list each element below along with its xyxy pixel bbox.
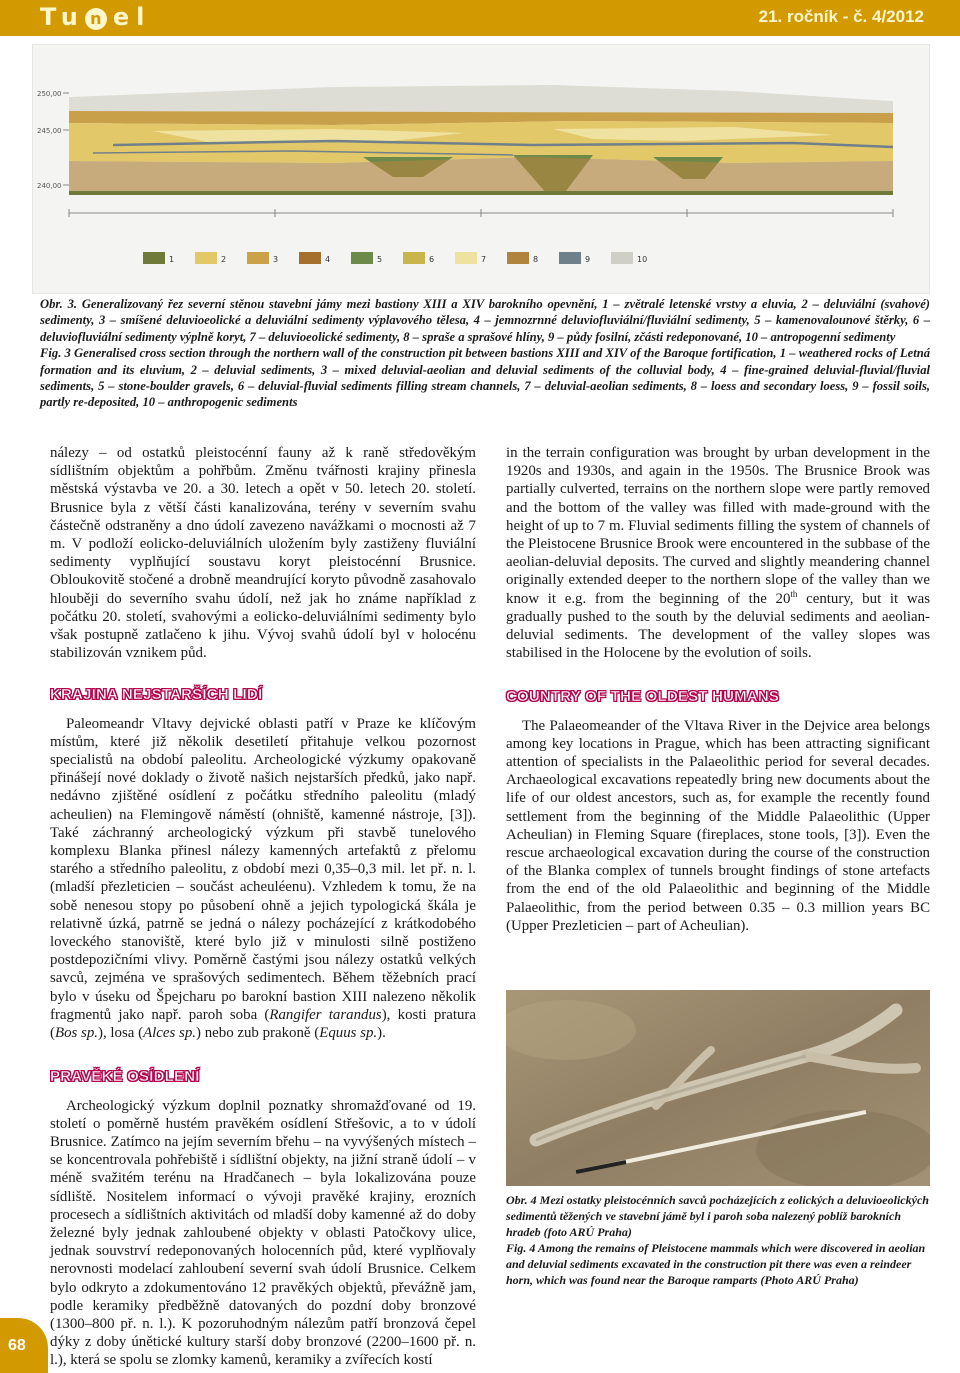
depth-label-1: 250,00 bbox=[37, 90, 62, 98]
heading-krajina: KRAJINA NEJSTARŠÍCH LIDÍ bbox=[50, 686, 263, 704]
depth-label-3: 240,00 bbox=[37, 182, 62, 190]
left-column bbox=[50, 444, 476, 1370]
issue-label: 21. ročník - č. 4/2012 bbox=[758, 7, 924, 26]
heading-country: COUNTRY OF THE OLDEST HUMANS bbox=[506, 688, 780, 706]
left-intro-paragraph: nálezy – od ostatků pleistocénní fauny až k raně středověkým sídlištním objektům a pohřbům. Změnu tvářnosti krajiny přinesla městská výstavba ve 20. a 30. letech a opět v 50. letech 20. století. Brusnice byla z větší části kanalizována, terény v severním svahu částečně odstraněny a dno údolí zavezeno navážkami o mocnosti až 7 m. V podloží eolicko-deluviálních uložením byly zastiženy fluviální sedimenty vyplňující soustavu koryt pleistocénní Brusnice. Obloukovitě stočené a drobně meandrující koryto původně zasahovalo hlouběji do severního svahu údolí, než jak ho známe například z počátku 20. století, svahovými a eolicko-deluviálními sedimenty bylo však postupně zatlačeno k jihu. Vývoj svahů údolí byl v holocénu stabilizován vznikem půd. bbox=[50, 445, 476, 662]
heading-praveke: PRAVĚKÉ OSÍDLENÍ bbox=[50, 1068, 200, 1086]
legend-swatch-10 bbox=[611, 252, 633, 264]
cross-section-drawing bbox=[33, 45, 931, 295]
figure-3-cross-section bbox=[32, 44, 930, 294]
page-number-tab bbox=[0, 1318, 48, 1373]
legend-swatch-1 bbox=[143, 252, 165, 264]
legend-swatch-7 bbox=[455, 252, 477, 264]
figure-3-caption-en: Fig. 3 Generalised cross section through the northern wall of the construction pit between bastions XIII and XIV of the Baroque fortification, 1 – weathered rocks of Letná formation and its eluvium, 2 – deluvial sediments, 3 – mixed deluvial-aeolian and deluvial sediments of the colluvial body, 4 – fine-grained deluvial-fluvial/fluvial sediments, 5 – stone-boulder gravels, 6 – deluvial-fluvial sediments filling stream channels, 7 – deluvial-aeolian sediments, 8 – loess and secondary loess, 9 – fossil soils, partly re-deposited, 10 – anthropogenic sediments bbox=[40, 346, 930, 410]
legend-swatch-3 bbox=[247, 252, 269, 264]
figure-3-caption-cz: Obr. 3. Generalizovaný řez severní stěnou stavební jámy mezi bastiony XIII a XIV barokního opevnění, 1 – zvětralé letenské vrstvy a eluvia, 2 – deluviální (svahové) sedimenty, 3 – smíšené deluvioeolické a deluviální sedimenty výplavového tělesa, 4 – jemnozrnné deluviofluviální/fluviální sedimenty, 5 – kamenovalounové štěrky, 6 – deluviofluviální sedimenty výplně koryt, 7 – deluvioeolické sedimenty, 8 – spraše a sprašové hlíny, 9 – půdy fosilní, zčásti redeponované, 10 – antropogenní sedimenty bbox=[40, 297, 930, 344]
depth-label-2: 245,00 bbox=[37, 127, 62, 135]
legend-label-6: 6 bbox=[429, 255, 435, 264]
legend-swatch-5 bbox=[351, 252, 373, 264]
legend-swatch-9 bbox=[559, 252, 581, 264]
magazine-logo: Tu n el bbox=[40, 3, 152, 31]
page-number: 68 bbox=[8, 1337, 26, 1354]
legend-label-4: 4 bbox=[325, 255, 331, 264]
header-bar bbox=[0, 0, 960, 36]
legend-label-8: 8 bbox=[533, 255, 539, 264]
legend-swatch-4 bbox=[299, 252, 321, 264]
figure-3-caption bbox=[40, 296, 930, 411]
legend-label-9: 9 bbox=[585, 255, 591, 264]
figure-4-caption-cz: Obr. 4 Mezi ostatky pleistocénních savců pocházejících z eolických a deluvioeolických sedimentů těžených ve stavební jámě byl i paroh soba nalezený poblíž barokních hradeb (foto ARÚ Praha) bbox=[506, 1193, 929, 1239]
figure-4-photo-reindeer-horn bbox=[506, 990, 930, 1186]
legend-label-3: 3 bbox=[273, 255, 279, 264]
legend-swatch-2 bbox=[195, 252, 217, 264]
country-paragraph: The Palaeomeander of the Vltava River in the Dejvice area belongs among key locations in Prague, which has been attracting significant attention of specialists in the Palaeolithic period for several decades. Archaeological excavations repeatedly bring new documents about the life of our oldest ancestors, such as, for example the recently found settlement from the beginning of the Middle Palaeolithic (Upper Acheulian) in Fleming Square (fireplaces, stone tools, [3]). Even the rescue archaeological excavation during the course of the construction of the Blanka complex of tunnels brought findings of stone artefacts from the end of the old Palaeolithic and beginning of the Middle Palaeolithic, from the period between 0.35 – 0.3 million years BC (Upper Prezleticien – part of Acheulian). bbox=[506, 717, 930, 934]
figure-4-caption-en: Fig. 4 Among the remains of Pleistocene mammals which were discovered in aeolian and deluvial sediments excavated in the construction pit there was even a reindeer horn, which was found near the Baroque ramparts (Photo ARÚ Praha) bbox=[506, 1241, 926, 1287]
legend-label-10: 10 bbox=[637, 255, 648, 264]
legend-label-7: 7 bbox=[481, 255, 487, 264]
legend-label-2: 2 bbox=[221, 255, 227, 264]
praveke-paragraph: Archeologický výzkum doplnil poznatky shromažďované od 19. století o poměrně hustém pravěkém osídlení Střešovic, a to v údolí Brusnice. Zatímco na jejím severním břehu – na vyvýšených místech – se koncentrovala pohřebiště i sídlištní objekty, na jižní straně údolí – v méně svažitém terénu na Hradčanech – byla lokalizována pouze sídliště. Nositelem informací o vývoji pravěké krajiny, erozních procesech a sídlištních aktivitách od mladší doby kamenné až do doby železné byly jednak zahloubené objekty v oblasti Patočkovy ulice, jednak souvstrví redeponovaných holocenních půd, které vyplňovaly nerovnosti modelací zahloubení severní svah údolí Brusnice. Celkem bylo odkryto a zdokumentováno 12 pravěkých objektů, převážně jam, podle keramiky předběžně datovaných do pozdní doby bronzové (1300–800 př. n. l.). K pozoruhodným nálezům patří bronzová čepel dýky z doby únětické kultury starší doby bronzové (2200–1600 př. n. l.), která se spolu se zlomky kamenů, keramiky a zvířecích kostí bbox=[50, 1097, 476, 1369]
legend-swatch-8 bbox=[507, 252, 529, 264]
legend-swatch-6 bbox=[403, 252, 425, 264]
reindeer-horn-image bbox=[506, 990, 930, 1186]
right-intro-paragraph: in the terrain configuration was brought by urban development in the 1920s and 1930s, and again in the 1950s. The Brusnice Brook was partially culverted, terrains on the northern slope were partly removed and the bottom of the valley was filled with made-ground with the height of up to 7 m. Fluvial sediments filling the system of channels of the Pleistocene Brusnice Brook were encountered in the subbase of the aeolian-deluvial deposits. The curved and slightly meandering channel originally extended deeper to the northern slope of the valley than we know it e.g. from the beginning of the 20th century, but it was gradually pushed to the south by the deluvial sediments and aeolian-deluvial sediments. The development of the valley slopes was stabilised in the Holocene by the evolution of soils. bbox=[506, 445, 930, 662]
right-column bbox=[506, 444, 930, 935]
krajina-paragraph: Paleomeandr Vltavy dejvické oblasti patří v Praze ke klíčovým místům, které již několik desetiletí přitahuje velkou pozornost specialistů na období paleolitu. Archeologické výzkumy opakovaně přinášejí nové doklady o životě našich nejstarších předků, jako např. nedávno zjištěné osídlení z počátku středního paleolitu (mladý acheulien) na Flemingově náměstí (ohniště, kamenné nástroje, [3]). Také záchranný archeologický výzkum při stavbě tunelového komplexu Blanka přinesl nálezy kamenných artefaktů z přelomu starého a středního paleolitu, z období mezi 0,35–0,3 mil. let př. n. l. (mladší přezleticien – součást acheuléenu). Vzhledem k tomu, že na sobě nenesou stopy po působení ohně a jejich typologická škála je relativně úzká, patrně se jedná o nálezy pocházející z krátkodobého loveckého stanoviště, které bylo již v minulosti silně postiženo postdepozičními vlivy. Poměrně častými jsou nálezy ostatků velkých savců, zejména ve sprašových sedimentech. Během těžebních prací bylo v úseku od Špejcharu po barokní bastion XIII nalezeno několik fragmentů jako např. paroh soba (Rangifer tarandus), kosti pratura (Bos sp.), losa (Alces sp.) nebo zub prakoně (Equus sp.). bbox=[50, 715, 476, 1042]
legend bbox=[143, 252, 647, 264]
figure-4-caption bbox=[506, 1192, 930, 1288]
legend-label-1: 1 bbox=[169, 255, 175, 264]
legend-label-5: 5 bbox=[377, 255, 383, 264]
